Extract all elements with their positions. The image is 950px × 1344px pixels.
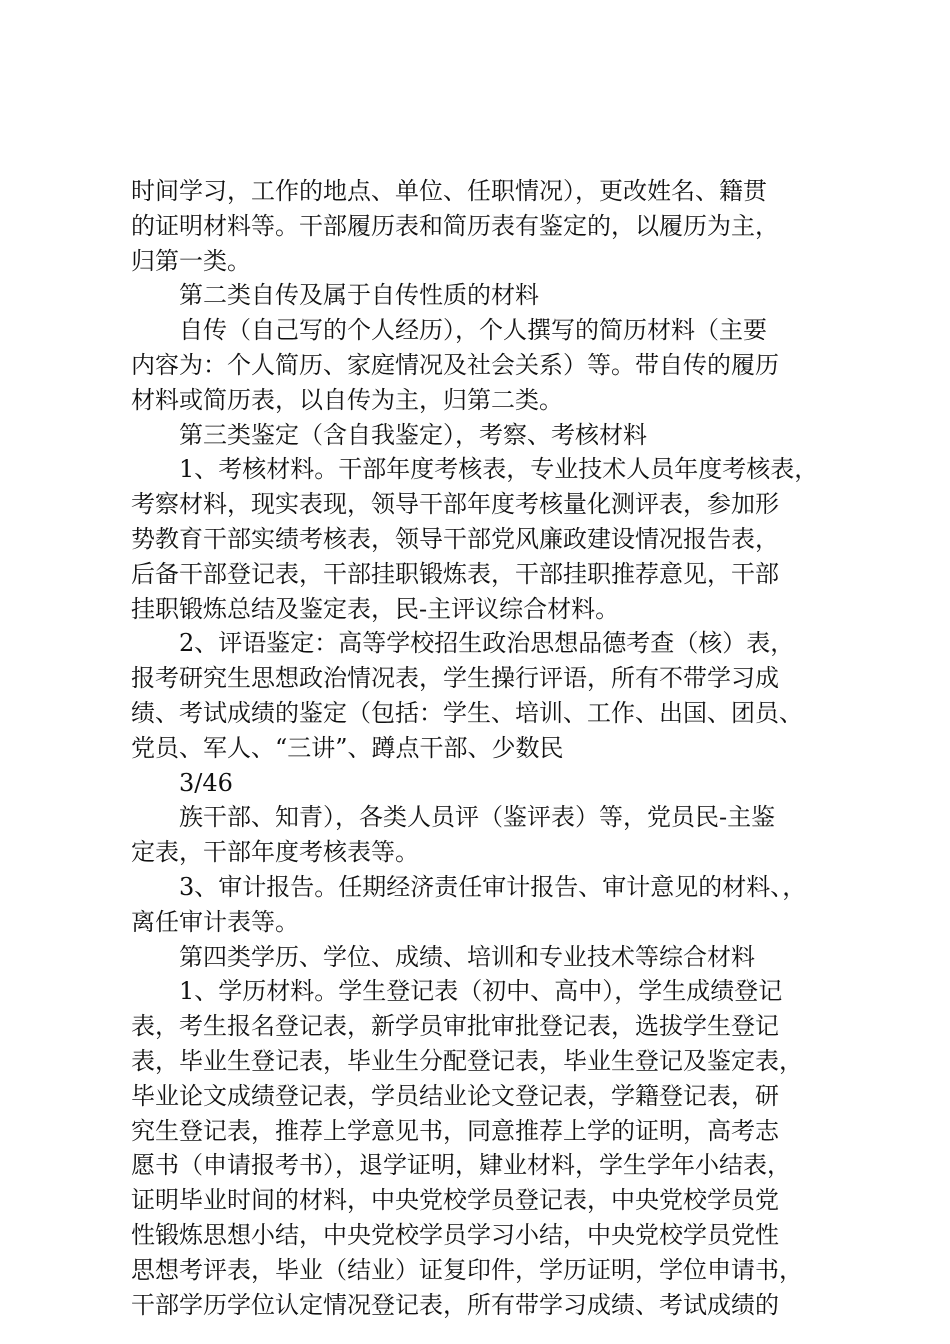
text-line: 时间学习，工作的地点、单位、任职情况），更改姓名、籍贯 — [131, 177, 767, 205]
text-line: 势教育干部实绩考核表，领导干部党风廉政建设情况报告表， — [131, 524, 779, 553]
section-heading: 第二类自传及属于自传性质的材料 — [179, 281, 539, 310]
text-line: 报考研究生思想政治情况表，学生操行评语，所有不带学习成 — [131, 664, 779, 693]
text-line: 证明毕业时间的材料，中央党校学员登记表，中央党校学员党 — [131, 1186, 779, 1215]
text-line: 归第一类。 — [131, 246, 251, 275]
text-line: 表，考生报名登记表，新学员审批审批登记表，选拔学生登记 — [131, 1012, 779, 1041]
text-line: 究生登记表，推荐上学意见书，同意推荐上学的证明，高考志 — [131, 1116, 779, 1145]
page-number: 3/46 — [179, 768, 233, 797]
text-line: 毕业论文成绩登记表，学员结业论文登记表，学籍登记表，研 — [131, 1081, 779, 1110]
text-line: 愿书（申请报考书），退学证明，肄业材料，学生学年小结表， — [131, 1151, 791, 1180]
text-line: 后备干部登记表，干部挂职锻炼表，干部挂职推荐意见，干部 — [131, 559, 779, 588]
text-line: 2、评语鉴定：高等学校招生政治思想品德考查（核）表， — [179, 629, 795, 658]
text-line: 表，毕业生登记表，毕业生分配登记表，毕业生登记及鉴定表， — [131, 1046, 803, 1075]
text-line: 1、考核材料。干部年度考核表，专业技术人员年度考核表， — [179, 455, 819, 484]
text-line: 离任审计表等。 — [131, 907, 299, 936]
text-line: 材料或简历表，以自传为主，归第二类。 — [131, 385, 563, 414]
text-line: 考察材料，现实表现，领导干部年度考核量化测评表，参加形 — [131, 490, 779, 519]
text-line: 内容为：个人简历、家庭情况及社会关系）等。带自传的履历 — [131, 350, 779, 379]
section-heading: 第三类鉴定（含自我鉴定），考察、考核材料 — [179, 420, 647, 449]
text-line: 的证明材料等。干部履历表和简历表有鉴定的，以履历为主， — [131, 211, 779, 240]
text-line: 挂职锻炼总结及鉴定表，民-主评议综合材料。 — [131, 594, 620, 623]
document-body — [131, 174, 851, 1322]
text-line: 党员、军人、“三讲”、蹲点干部、少数民 — [131, 733, 564, 762]
section-heading: 第四类学历、学位、成绩、培训和专业技术等综合材料 — [179, 942, 755, 971]
text-line: 1、学历材料。学生登记表（初中、高中），学生成绩登记 — [179, 977, 783, 1006]
text-line: 定表，干部年度考核表等。 — [131, 838, 419, 867]
text-line: 干部学历学位认定情况登记表，所有带学习成绩、考试成绩的 — [131, 1290, 779, 1319]
text-line: 3、审计报告。任期经济责任审计报告、审计意见的材料、， — [179, 872, 807, 901]
text-line: 绩、考试成绩的鉴定（包括：学生、培训、工作、出国、团员、 — [131, 698, 803, 727]
text-line: 族干部、知青），各类人员评（鉴评表）等，党员民-主鉴 — [179, 803, 776, 832]
text-line: 自传（自己写的个人经历），个人撰写的简历材料（主要 — [179, 316, 767, 345]
text-line: 思想考评表，毕业（结业）证复印件，学历证明，学位申请书， — [131, 1255, 803, 1284]
text-line: 性锻炼思想小结，中央党校学员学习小结，中央党校学员党性 — [131, 1220, 779, 1249]
